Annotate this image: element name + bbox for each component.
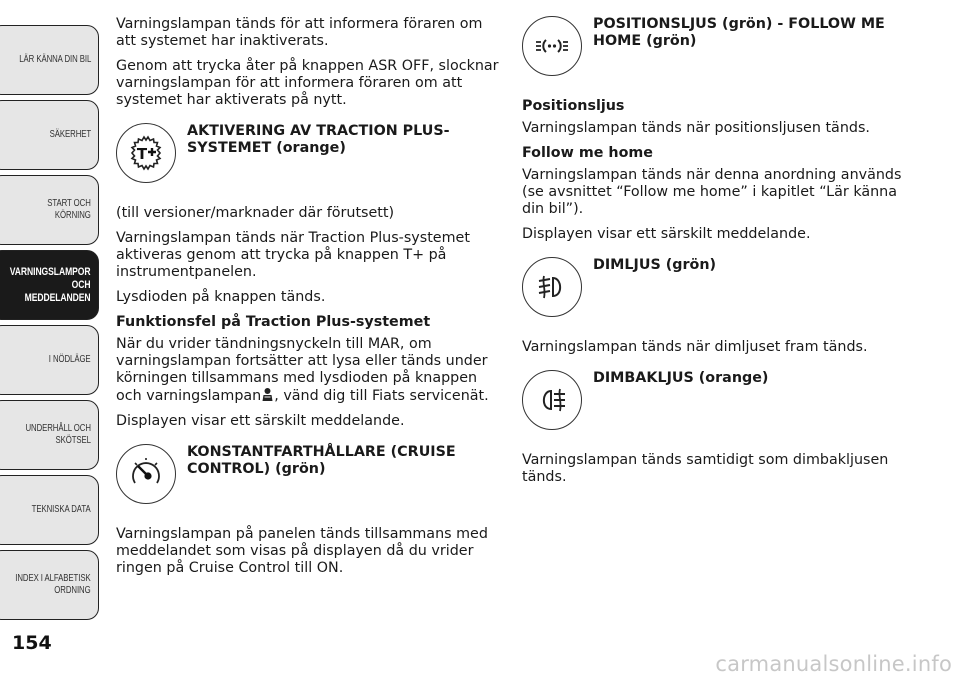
tab-index-i-alfabetisk-ordning[interactable] <box>0 550 99 620</box>
tab-label: START OCH KÖRNING <box>47 198 91 221</box>
svg-text:T: T <box>136 145 148 163</box>
traction-plus-icon <box>116 123 176 183</box>
follow-me-home-heading: Follow me home <box>522 145 653 161</box>
tab-label: I NÖDLÄGE <box>49 354 91 365</box>
rear-fog-title: DIMBAKLJUS (orange) <box>593 370 769 386</box>
paragraph: Varningslampan tänds när denna anordning används (se avsnittet “Follow me home” i kapitlet “Lär känna din bil”). <box>522 167 902 217</box>
paragraph: Varningslampan tänds för att informera föraren om att systemet har inaktiverats. <box>116 16 483 49</box>
position-lights-title: POSITIONSLJUS (grön) - FOLLOW ME HOME (grön) <box>593 16 885 49</box>
chapter-sidebar <box>0 0 100 654</box>
tab-label: UNDERHÅLL OCH SKÖTSEL <box>25 423 91 446</box>
tab-label: VARNINGSLAMPOR OCH MEDDELANDEN <box>10 265 91 304</box>
failure-text-after: , vänd dig till Fiats servicenät. <box>274 388 489 404</box>
front-fog-title: DIMLJUS (grön) <box>593 257 717 273</box>
front-fog-section <box>522 257 907 327</box>
tab-underhall-och-skotsel[interactable] <box>0 400 99 470</box>
tab-start-och-korning[interactable] <box>0 175 99 245</box>
rear-fog-light-icon <box>522 370 582 430</box>
tab-lar-kanna-din-bil[interactable] <box>0 25 99 95</box>
right-column <box>522 16 907 494</box>
tab-label: SÄKERHET <box>49 129 91 140</box>
position-lights-section <box>522 16 907 86</box>
tab-label: INDEX I ALFABETISK ORDNING <box>15 573 91 596</box>
position-heading: Positionsljus <box>522 98 625 114</box>
position-lights-icon <box>522 16 582 76</box>
paragraph: Displayen visar ett särskilt meddelande. <box>522 226 811 242</box>
paragraph <box>116 336 501 405</box>
paragraph: Lysdioden på knappen tänds. <box>116 289 326 305</box>
tab-varningslampor-och-meddelanden[interactable] <box>0 250 99 320</box>
front-fog-light-icon <box>522 257 582 317</box>
cruise-control-section <box>116 444 501 514</box>
cruise-control-title: KONSTANTFARTHÅLLARE (CRUISE CONTROL) (grön) <box>187 444 456 477</box>
paragraph: (till versioner/marknader där förutsett) <box>116 205 395 221</box>
paragraph: Varningslampan på panelen tänds tillsammans med meddelandet som visas på displayen då du vrider ringen på Cruise Control till ON. <box>116 526 488 576</box>
failure-text-before: När du vrider tändningsnyckeln till MAR, om varningslampan fortsätter att lysa eller tänds under körningen tillsammans med lysdioden på knappen och varningslampan <box>116 336 488 404</box>
tab-label: TEKNISKA DATA <box>32 504 91 515</box>
watermark: carmanualsonline.info <box>715 652 952 676</box>
paragraph: Varningslampan tänds när positionsljusen tänds. <box>522 120 870 136</box>
tab-i-nodlage[interactable] <box>0 325 99 395</box>
paragraph: Varningslampan tänds samtidigt som dimbakljusen tänds. <box>522 452 889 485</box>
page-number: 154 <box>12 632 52 654</box>
traction-plus-title: AKTIVERING AV TRACTION PLUS-SYSTEMET (orange) <box>187 123 450 156</box>
warning-lamp-icon <box>261 387 274 402</box>
tab-label: LÄR KÄNNA DIN BIL <box>19 54 91 65</box>
rear-fog-section <box>522 370 907 440</box>
cruise-control-icon <box>116 444 176 504</box>
paragraph: Varningslampan tänds när Traction Plus-systemet aktiveras genom att trycka på knappen T+ på instrumentpanelen. <box>116 230 470 280</box>
tab-sakerhet[interactable] <box>0 100 99 170</box>
failure-heading: Funktionsfel på Traction Plus-systemet <box>116 314 431 330</box>
left-column <box>116 16 501 585</box>
traction-plus-section <box>116 123 501 193</box>
tab-tekniska-data[interactable] <box>0 475 99 545</box>
paragraph: Displayen visar ett särskilt meddelande. <box>116 413 405 429</box>
paragraph: Genom att trycka åter på knappen ASR OFF, slocknar varningslampan för att informera föraren om att systemet har aktiverats på nytt. <box>116 58 499 108</box>
paragraph: Varningslampan tänds när dimljuset fram tänds. <box>522 339 868 355</box>
